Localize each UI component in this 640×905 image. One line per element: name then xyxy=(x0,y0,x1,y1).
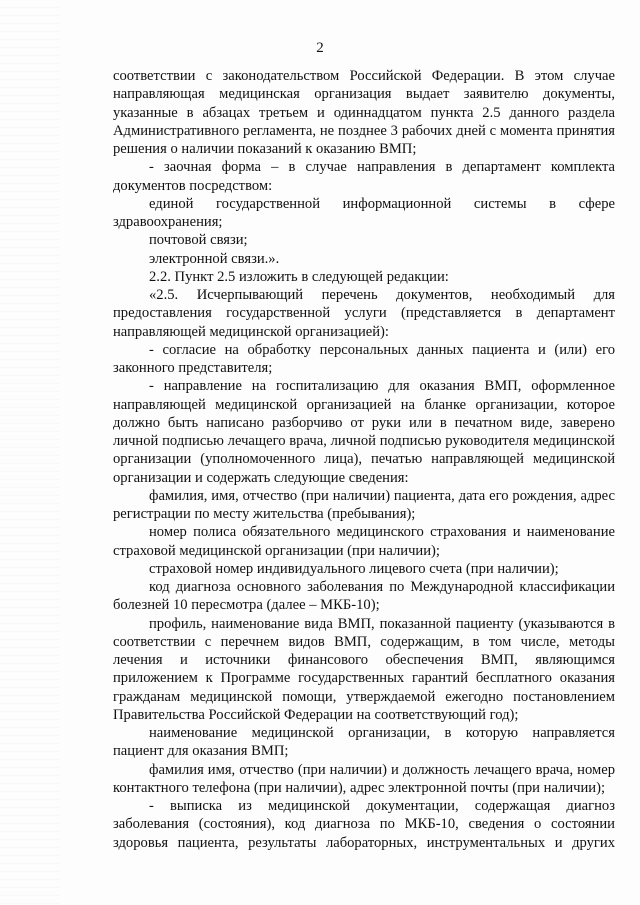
page-number: 2 xyxy=(316,40,324,56)
paragraph: - направление на госпитализацию для оказания ВМП, оформленное направляющей медицинской организацией на бланке организации, которое должно быть написано разборчиво от руки или в печатном виде, заверено личной подписью лечащего врача, личной подписью руководителя медицинской организации (уполномоченного лица), печатью направляющей медицинской организации и содержать следующие сведения: xyxy=(113,378,615,486)
document-body xyxy=(113,67,615,852)
paragraph: код диагноза основного заболевания по Международной классификации болезней 10 пересмотра (далее – МКБ-10); xyxy=(113,579,615,614)
paragraph: электронной связи.». xyxy=(149,250,280,267)
paragraph: почтовой связи; xyxy=(149,232,248,249)
paragraph: фамилия имя, отчество (при наличии) и должность лечащего врача, номер контактного телефона (при наличии), адрес электронной почты (при наличии); xyxy=(113,761,615,796)
scan-margin-noise xyxy=(0,0,60,905)
paragraph: единой государственной информационной системы в сфере здравоохранения; xyxy=(113,195,615,230)
paragraph: - заочная форма – в случае направления в департамент комплекта документов посредством: xyxy=(113,159,615,194)
paragraph: соответствии с законодательством Российской Федерации. В этом случае направляющая медицинская организация выдает заявителю документы, указанные в абзацах третьем и одиннадцатом пункта 2.5 данного раздела Административного регламента, не позднее 3 рабочих дней с момента принятия решения о наличии показаний к оказанию ВМП; xyxy=(113,68,615,157)
paragraph: профиль, наименование вида ВМП, показанной пациенту (указываются в соответствии с перечнем видов ВМП, содержащим, в том числе, методы лечения и источники финансового обеспечения ВМП, являющимся приложением к Программе государственных гарантий бесплатного оказания гражданам медицинской помощи, утверждаемой ежегодно постановлением Правительства Российской Федерации на соответствующий год); xyxy=(113,615,615,723)
paragraph: фамилия, имя, отчество (при наличии) пациента, дата его рождения, адрес регистрации по месту жительства (пребывания); xyxy=(113,487,615,522)
paragraph: - согласие на обработку персональных данных пациента и (или) его законного представителя; xyxy=(113,341,615,376)
paragraph: наименование медицинской организации, в которую направляется пациент для оказания ВМП; xyxy=(113,725,615,760)
paragraph: номер полиса обязательного медицинского страхования и наименование страховой медицинской организации (при наличии); xyxy=(113,524,615,559)
paragraph: «2.5. Исчерпывающий перечень документов, необходимый для предоставления государственной услуги (представляется в департамент направляющей медицинской организацией): xyxy=(113,287,615,340)
paragraph: 2.2. Пункт 2.5 изложить в следующей редакции: xyxy=(149,268,449,285)
paragraph: страховой номер индивидуального лицевого счета (при наличии); xyxy=(149,560,559,577)
paragraph: - выписка из медицинской документации, содержащая диагноз заболевания (состояния), код диагноза по МКБ-10, сведения о состоянии здоровья пациента, результаты лабораторных, инструментальных и других xyxy=(113,798,615,851)
